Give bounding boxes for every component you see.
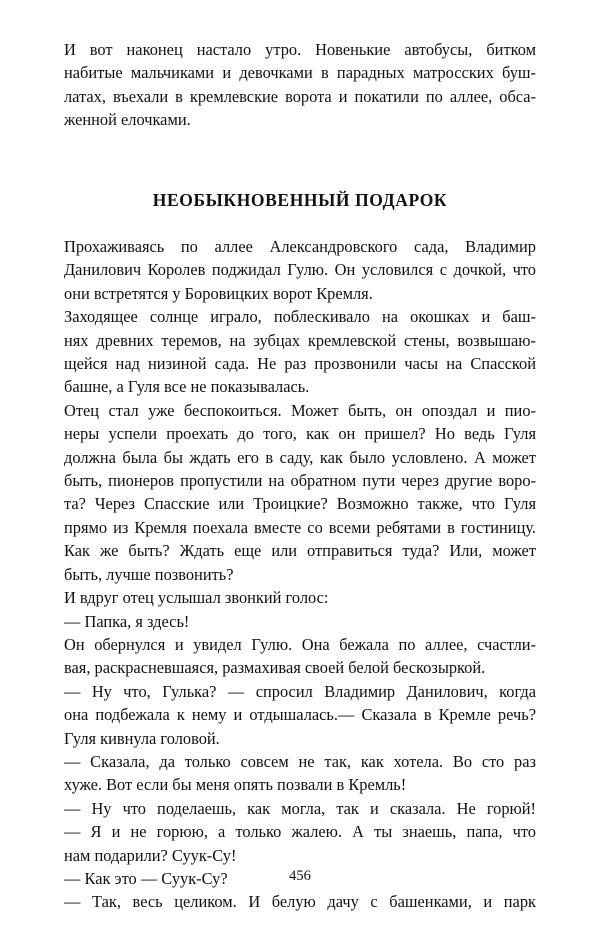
text-line: быть, лучше позвонить?: [64, 564, 234, 584]
text-line: — Папка, я здесь!: [64, 611, 190, 631]
text-line: — Я и не горюю, а только жалею. А ты знаешь, папа, что: [64, 822, 536, 842]
chapter-body: [64, 235, 536, 914]
text-line: должна была бы ждать его в саду, как было условлено. А может: [64, 447, 536, 467]
text-line: — Ну что поделаешь, как могла, так и сказала. Не горюй!: [64, 798, 536, 818]
text-line: латах, въехали в кремлевские ворота и покатили по аллее, обса-: [64, 86, 536, 106]
text-line: Как же быть? Ждать еще или отправиться туда? Или, может: [64, 541, 536, 561]
text-line: Гуля кивнула головой.: [64, 728, 220, 748]
text-line: вая, раскрасневшаяся, размахивая своей белой бескозыркой.: [64, 658, 486, 678]
text-line: набитые мальчиками и девочками в парадных матросских буш-: [64, 63, 536, 83]
text-line: нам подарили? Суук-Су!: [64, 845, 237, 865]
text-line: Заходящее солнце играло, поблескивало на окошках и баш-: [64, 307, 536, 327]
text-line: И вдруг отец услышал звонкий голос:: [64, 588, 329, 608]
text-line: они встретятся у Боровицких ворот Кремля.: [64, 283, 373, 303]
text-line: прямо из Кремля поехала вместе со всеми ребятами в гостиницу.: [64, 517, 536, 537]
opening-paragraph: [64, 38, 536, 132]
text-line: женной елочками.: [64, 110, 191, 130]
text-line: — Как это — Суук-Су?: [64, 868, 228, 888]
text-line: башне, а Гуля все не показывалась.: [64, 377, 310, 397]
text-line: Данилович Королев поджидал Гулю. Он условился с дочкой, что: [64, 260, 536, 280]
text-line: Прохаживаясь по аллее Александровского сада, Владимир: [64, 237, 536, 256]
text-line: — Так, весь целиком. И белую дачу с башенками, и парк: [64, 892, 536, 912]
text-line: та? Через Спасские или Троицкие? Возможно также, что Гуля: [64, 494, 536, 514]
text-line: нях древних теремов, на зубцах кремлевской стены, возвышаю-: [64, 330, 536, 350]
chapter-title: НЕОБЫКНОВЕННЫЙ ПОДАРОК: [152, 190, 448, 210]
text-line: она подбежала к нему и отдышалась.— Сказала в Кремле речь?: [64, 705, 536, 725]
text-line: Он обернулся и увидел Гулю. Она бежала по аллее, счастли-: [64, 634, 536, 654]
text-line: И вот наконец настало утро. Новенькие автобусы, битком: [64, 40, 536, 59]
text-line: Отец стал уже беспокоиться. Может быть, он опоздал и пио-: [64, 400, 536, 420]
text-line: щейся над низиной сада. Не раз прозвонили часы на Спасской: [64, 354, 536, 374]
text-line: быть, пионеров пропустили на обратном пути через другие воро-: [64, 471, 536, 491]
text-line: неры успели проехать до того, как он пришел? Но ведь Гуля: [64, 424, 536, 444]
text-line: хуже. Вот если бы меня опять позвали в Кремль!: [64, 775, 407, 795]
text-line: — Ну что, Гулька? — спросил Владимир Данилович, когда: [64, 681, 536, 701]
page-number: 456: [289, 868, 311, 884]
text-line: — Сказала, да только совсем не так, как хотела. Во сто раз: [64, 751, 536, 771]
